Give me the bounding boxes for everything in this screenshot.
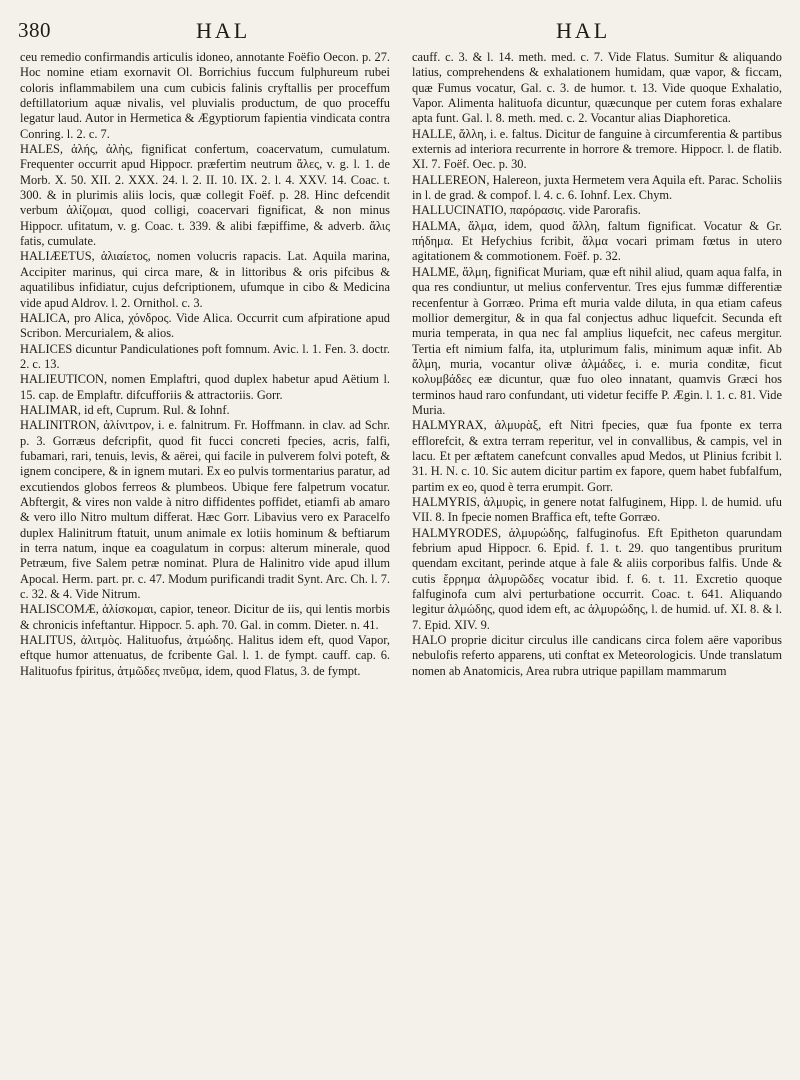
entry-haliaeetus: HALIÆETUS, ἁλιαίετος, nomen volucris rapacis. Lat. Aquila marina, Accipiter marinus, qui circa mare, & in littoribus & oris pifcibus & aquatilibus infidiatur, cujus defcriptionem, ufumque in cibo & Medicina vide apud Aldrov. l. 2. Ornithol. c. 3.	[20, 249, 390, 310]
entry-continuation: cauff. c. 3. & l. 14. meth. med. c. 7. Vide Flatus. Sumitur & aliquando latius, comprehendens & exhalationem humidam, quæ vapor, & ficcam, quæ Fumus vocatur, Gal. c. 3. de humor. t. 13. Vide quoque Exhalatio, Vapor. Alimenta halituofa dicuntur, quæcunque per cutem foras exhalare apta funt. Gal. l. 8. meth. med. c. 2. Vocantur alias Diaphoretica.	[412, 50, 782, 126]
entry-haliscomae: HALISCOMÆ, ἁλίσκομαι, capior, teneor. Dicitur de iis, qui lentis morbis & chronicis infeftantur. Hippocr. 5. aph. 70. Gal. in comm. Dieter. n. 41.	[20, 602, 390, 632]
entry-halica: HALICA, pro Alica, χόνδρος. Vide Alica. Occurrit cum afpiratione apud Scribon. Mercurialem, & alios.	[20, 310, 390, 341]
entry-halinitron: HALINITRON, ἁλίνιτρον, i. e. falnitrum. Fr. Hoffmann. in clav. ad Schr. p. 3. Gorræus defcripfit, quod fit fucci concreti fpecies, acris, falfi, fubamari, rari, tenuis, levis, & aërei, qui facile in pulverem folvi poteft, & ignem concipere, & in ignem mutari. Ex eo pulvis tormentarius paratur, ad excutiendos globos ferreos & plumbeos. Ubique fere falpetrum vocatur. Abftergit, & vires non valde à nitro diffidentes poffidet, etiamfi ab amaro & vero illo Nitro multum differat. Hæc Gorr. Libavius vero ex Paracelfo duplex Halinitrum ftatuit, unum animale ex lotiis hominum & beftiarum in terra natum, inque ea coagulatum in corpus: alterum minerale, quod Petræum, five Salem petræ nominat. Plura de Halinitro vide apud illum Apocal. Herm. part. pr. c. 47. Modum purificandi tradit Synt. Arc. Ch. l. 7. c. 32. & 4. Vide Nitrum.	[20, 418, 390, 602]
entry-halmyrodes: HALMYRODES, ἁλμυρώδης, falfuginofus. Eft Epitheton quarundam febrium apud Hippocr. 6. Epid. f. 1. t. 29. quo tangentibus pruritum quendam excitant, perinde atque à fale & aliis corporibus falfis. Unde & cutis ἔρρημα ἁλμυρῶδες vocatur ibid. f. 6. t. 11. Excretio quoque falfuginofa cum alvi perturbatione occurrit. Coac. t. 641. Aliquando legitur ἁλμώδης, quod idem eft, ac ἁλμυρώδης, l. de humid. uf. XI. 8. & l. 7. Epid. XIV. 9.	[412, 525, 782, 632]
entry-hallucinatio: HALLUCINATIO, παρόρασις. vide Parorafis.	[412, 203, 641, 218]
left-column	[20, 50, 390, 1070]
running-head-left: HAL	[196, 18, 251, 43]
running-head-right: HAL	[556, 18, 611, 43]
entry-halimar: HALIMAR, id eft, Cuprum. Rul. & Iohnf.	[20, 402, 230, 417]
entry-hales: HALES, ἁλής, ἀλὴς, fignificat confertum, coacervatum, cumulatum. Frequenter occurrit apud Hippocr. præfertim neutrum ἄλες, v. g. l. 1. de Morb. X. 50. XII. 2. XXX. 24. l. 2. II. 10. IX. 2. l. 4. XXV. 14. Coac. t. 300. & in plurimis aliis locis, quæ collegit Foëf. p. 28. Hinc defcendit verbum ἁλίζομαι, quod colligi, coacervari fignificat, & non minus Hippocr. ufitatum, v. g. Coac. t. 339. & alibi fæpiffime, & adverb. ἄλις fatis, cumulate.	[20, 142, 390, 249]
page-header	[0, 14, 800, 44]
entry-halme: HALME, ἅλμη, fignificat Muriam, quæ eft nihil aliud, quam aqua falfa, in qua res condiuntur, ut melius conferventur. Tres ejus fummæ differentiæ recenfentur à Gorræo. Prima eft muria valde diluta, in qua etiam cafeus mollior demergitur, & in qua fal conjectus adhuc liquefcit. Secunda eft muria temperata, in qua nec fal amplius liquefcit, nec cafeus mergitur. Tertia eft nimium falfa, ita, utplurimum falis, minimum aquæ infit. Ab ἅλμη, muria, vocantur olivæ ἁλμάδες, i. e. muria conditæ, ficut κολυμβάδες eæ dicuntur, quæ fuo oleo innatant, quamvis Græci hos terminos haud raro confundant, uti videtur feciffe P. Ægin. l. 1. c. 81. Vide Muria.	[412, 264, 782, 417]
page-number: 380	[18, 18, 51, 42]
column-divider	[400, 52, 401, 1062]
entry-paragraph: ceu remedio confirmandis articulis idoneo, annotante Foëfio Oecon. p. 27. Hoc nomine etiam exornavit Ol. Borrichius fuccum fulphureum rubei coloris inflammabilem una cum cubicis falinis cryftallis per proceffum deftillatorium aquæ nivalis, vel pluvialis productum, de quo proceffu legatur laud. Autor in Hermetica & Ægyptiorum fapientia vindicata contra Conring. l. 2. c. 7.	[20, 50, 390, 141]
entry-halmyrax: HALMYRAX, ἁλμυρὰξ, eft Nitri fpecies, quæ fua fponte ex terra efflorefcit, & extra terram reperitur, vel in convallibus, & campis, vel in lacu. Et per æftatem canefcunt convalles apud Medos, ut Plinius fcribit l. 31. H. N. c. 10. Sic autem dicitur partim ex fapore, quem habet fubfalfum, partim ex eo, quod è terra erumpit. Gorr.	[412, 418, 782, 494]
entry-halitus: HALITUS, ἀλιτμὸς. Halituofus, ἀτμώδης. Halitus idem eft, quod Vapor, eftque humor attenuatus, de fcribente Gal. l. 1. de fympt. cauff. cap. 6. Halituofus fpiritus, ἀτμῶδες πνεῦμα, idem, quod Flatus, 3. de fympt.	[20, 633, 390, 678]
right-column	[412, 50, 782, 1070]
entry-halices: HALICES dicuntur Pandiculationes poft fomnum. Avic. l. 1. Fen. 3. doctr. 2. c. 13.	[20, 341, 390, 371]
entry-halle: HALLE, ἅλλη, i. e. faltus. Dicitur de fanguine à circumferentia & partibus externis ad interiora recurrente in horrore & tremore. Hippocr. l. de flatib. XI. 7. Foëf. Oec. p. 30.	[412, 126, 782, 172]
entry-halma: HALMA, ἅλμα, idem, quod ἅλλη, faltum fignificat. Vocatur & Gr. πήδημα. Et Hefychius fcribit, ἅλμα vocari primam fœtus in utero agitationem & commotionem. Foëf. p. 32.	[412, 218, 782, 264]
entry-halmyris: HALMYRIS, ἁλμυρὶς, in genere notat falfuginem, Hipp. l. de humid. ufu VII. 8. In fpecie nomen Braffica eft, tefte Gorræo.	[412, 494, 782, 525]
entry-halo: HALO proprie dicitur circulus ille candicans circa folem aëre vaporibus nebulofis referto apparens, uti conftat ex Meteorologicis. Unde translatum nomen ab Anatomicis, Area rubra utrique papillam mammarum	[412, 633, 782, 678]
entry-hallereon: HALLEREON, Halereon, juxta Hermetem vera Aquila eft. Parac. Scholiis in l. de grad. & compof. l. 4. c. 6. Iohnf. Lex. Chym.	[412, 172, 782, 203]
entry-halieuticon: HALIEUTICON, nomen Emplaftri, quod duplex habetur apud Aëtium l. 15. cap. de Emplaftr. difcufforiis & attractoriis. Gorr.	[20, 372, 390, 402]
